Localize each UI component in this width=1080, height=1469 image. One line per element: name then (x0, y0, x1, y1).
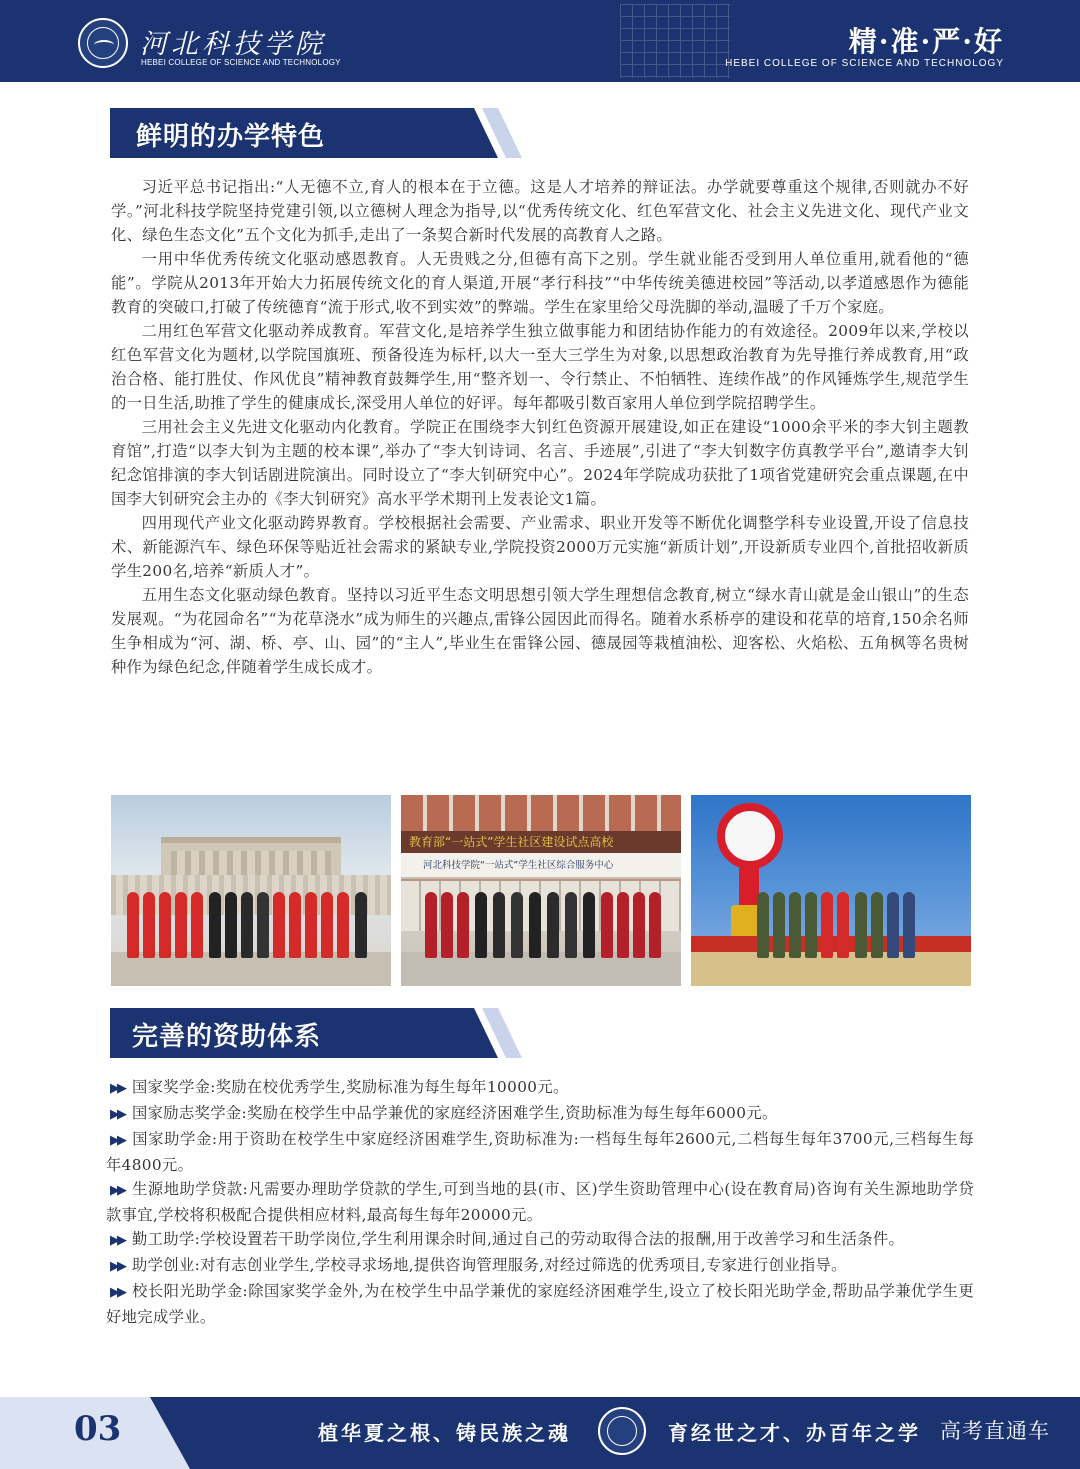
photo-community-center-group (401, 795, 681, 986)
list-item: ▶▶ 国家奖学金:奖励在校优秀学生,奖励标准为每生每年10000元。 (106, 1075, 974, 1101)
list-item: ▶▶ 校长阳光助学金:除国家奖学金外,为在校学生中品学兼优的家庭经济困难学生,设立了校长阳光助学金,帮助品学兼优学生更好地完成学业。 (106, 1282, 974, 1326)
header-grid-decoration (620, 4, 730, 78)
school-motto: 精·准·严·好 (848, 25, 1004, 58)
paragraph: 五用生态文化驱动绿色教育。坚持以习近平生态文明思想引领大学生理想信念教育,树立“绿水青山就是金山银山”的生态发展观。“为花园命名”“为花草浇水”成为师生的兴趣点,雷锋公园因此而得名。随着水系桥亭的建设和花草的培育,150余名师生争相成为“河、湖、桥、亭、山、园”的“主人”,毕业生在雷锋公园、德晟园等栽植油松、迎客松、火焰松、五角枫等名贵树种作为绿色纪念,伴随着学生成长成才。 (111, 586, 969, 676)
footer-school-logo-icon (598, 1407, 646, 1455)
school-logo-icon (78, 18, 128, 68)
double-arrow-icon: ▶▶ (110, 1081, 124, 1096)
footer-slogan-right: 育经世之才、办百年之学 (668, 1421, 921, 1445)
section-heading-financial-aid (110, 1008, 510, 1058)
double-arrow-icon: ▶▶ (110, 1233, 124, 1248)
photo-sign-text: 河北科技学院“一站式”学生社区综合服务中心 (423, 860, 614, 871)
section-title-financial-aid: 完善的资助体系 (132, 1022, 322, 1052)
section-title-features: 鲜明的办学特色 (136, 122, 326, 152)
paragraph: 习近平总书记指出:“人无德不立,育人的根本在于立德。这是人才培养的辩证法。办学就要尊重这个规律,否则就办不好学。”河北科技学院坚持党建引领,以立德树人理念为指导,以“优秀传统文化、红色军营文化、社会主义先进文化、现代产业文化、绿色生态文化”五个文化为抓手,走出了一条契合新时代发展的高教育人之路。 (111, 178, 969, 244)
school-name-en: HEBEI COLLEGE OF SCIENCE AND TECHNOLOGY (141, 58, 341, 67)
list-item: ▶▶ 勤工助学:学校设置若干助学岗位,学生利用课余时间,通过自己的劳动取得合法的报酬,用于改善学习和生活条件。 (106, 1227, 974, 1253)
double-arrow-icon: ▶▶ (110, 1183, 124, 1198)
list-item: ▶▶ 助学创业:对有志创业学生,学校寻求场地,提供咨询管理服务,对经过筛选的优秀项目,专家进行创业指导。 (106, 1253, 974, 1279)
paragraph: 二用红色军营文化驱动养成教育。军营文化,是培养学生独立做事能力和团结协作能力的有效途径。2009年以来,学校以红色军营文化为题材,以学院国旗班、预备役连为标杆,以大一至大三学生为对象,以思想政治教育为先导推行养成教育,用“政治合格、能打胜仗、作风优良”精神教育鼓舞学生,用“整齐划一、令行禁止、不怕牺牲、连续作战”的作风锤炼学生,规范学生的一日生活,助推了学生的健康成长,深受用人单位的好评。每年都吸引数百家用人单位到学院招聘学生。 (111, 322, 969, 412)
paragraph: 三用社会主义先进文化驱动内化教育。学院正在围绕李大钊红色资源开展建设,如正在建设“1000余平米的李大钊主题教育馆”,打造“以李大钊为主题的校本课”,举办了“李大钊诗词、名言、手迹展”,引进了“李大钊数字仿真教学平台”,邀请李大钊纪念馆排演的李大钊话剧进院演出。同时设立了“李大钊研究中心”。2024年学院成功获批了1项省党建研究会重点课题,在中国李大钊研究会主办的《李大钊研究》高水平学术期刊上发表论文1篇。 (111, 418, 969, 508)
features-body (111, 175, 969, 679)
footer-slogan-left: 植华夏之根、铸民族之魂 (318, 1421, 571, 1445)
photo-chinese-knot-group (691, 795, 971, 986)
page-header (0, 0, 1080, 82)
list-item: ▶▶ 国家励志奖学金:奖励在校学生中品学兼优的家庭经济困难学生,资助标准为每生每年6000元。 (106, 1101, 974, 1127)
double-arrow-icon: ▶▶ (110, 1259, 124, 1274)
section-heading-features (110, 108, 510, 158)
financial-aid-list (106, 1075, 974, 1329)
page-footer (0, 1397, 1080, 1469)
photo-banner-text: 教育部“一站式”学生社区建设试点高校 (409, 835, 614, 849)
list-item: ▶▶ 国家助学金:用于资助在校学生中家庭经济困难学生,资助标准为:一档每生每年2600元,二档每生每年3700元,三档每生每年4800元。 (106, 1130, 974, 1174)
page-number: 03 (74, 1409, 122, 1449)
school-motto-en: HEBEI COLLEGE OF SCIENCE AND TECHNOLOGY (725, 58, 1004, 69)
double-arrow-icon: ▶▶ (110, 1133, 124, 1148)
double-arrow-icon: ▶▶ (110, 1285, 124, 1300)
list-item: ▶▶ 生源地助学贷款:凡需要办理助学贷款的学生,可到当地的县(市、区)学生资助管理中心(设在教育局)咨询有关生源地助学贷款事宜,学校将积极配合提供相应材料,最高每生每年20000元。 (106, 1180, 974, 1224)
footer-brand: 高考直通车 (940, 1420, 1050, 1443)
paragraph: 四用现代产业文化驱动跨界教育。学校根据社会需要、产业需求、职业开发等不断优化调整学科专业设置,开设了信息技术、新能源汽车、绿色环保等贴近社会需求的紧缺专业,学院投资2000万元实施“新质计划”,开设新质专业四个,首批招收新质学生200名,培养“新质人才”。 (111, 514, 969, 580)
paragraph: 一用中华优秀传统文化驱动感恩教育。人无贵贱之分,但德有高下之别。学生就业能否受到用人单位重用,就看他的“德能”。学院从2013年开始大力拓展传统文化的育人渠道,开展“孝行科技”“中华传统美德进校园”等活动,以孝道感恩作为德能教育的突破口,打破了传统德育“流于形式,收不到实效”的弊端。学生在家里给父母洗脚的举动,温暖了千万个家庭。 (111, 250, 969, 316)
school-name-cn: 河北科技学院 (140, 29, 326, 60)
photo-great-hall-group (111, 795, 391, 986)
double-arrow-icon: ▶▶ (110, 1107, 124, 1122)
